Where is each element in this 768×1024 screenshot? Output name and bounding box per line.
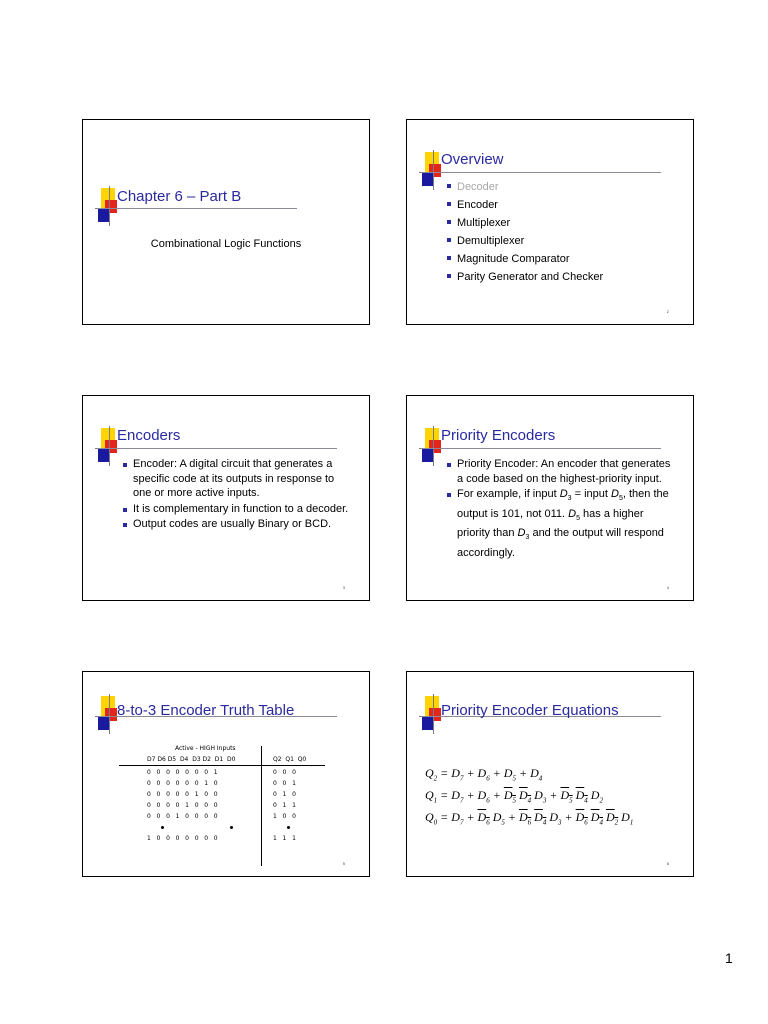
list-item: For example, if input $D_3$ = input $D_5$, then the output is 101, not 011. $D_5$ has a higher priority than $D_3$ and the output will respond accordingly. <box>447 487 679 561</box>
slide-title: Overview <box>441 151 504 168</box>
table-row: 0 0 0 0 0 1 0 0 <box>147 791 218 798</box>
slide-page-number: 2 <box>666 309 669 314</box>
table-header-inputs: D7 D6 D5 D4 D3 D2 D1 D0 <box>147 756 236 763</box>
ellipsis-dot <box>230 826 233 829</box>
slide-4 <box>406 395 694 601</box>
slide-title: Chapter 6 – Part B <box>117 188 242 205</box>
table-header-outputs: Q2 Q1 Q0 <box>273 756 307 763</box>
table-cell: 1 0 0 <box>273 813 296 820</box>
page-number: 1 <box>725 950 733 966</box>
table-cell: 0 1 1 <box>273 802 296 809</box>
ellipsis-dot <box>161 826 164 829</box>
equation-q1: $Q_1 = D_7 + D_6 + D_5$ $D_4$ $D_3 + D_5$ $D_4$ $D_2$ <box>425 788 603 805</box>
bullet-icon <box>447 493 451 497</box>
slide-1 <box>82 119 370 325</box>
bullet-icon <box>447 238 451 242</box>
table-cell: 0 1 0 <box>273 791 296 798</box>
list-item: Priority Encoder: An encoder that generates a code based on the highest-priority input. <box>447 457 679 486</box>
list-item: Magnitude Comparator <box>447 250 603 268</box>
title-rule <box>97 208 297 209</box>
slide-page-number: 3 <box>342 585 345 590</box>
list-item: Parity Generator and Checker <box>447 268 603 286</box>
equation-q0: $Q_0 = D_7 + D_6$ $D_5 + D_6$ $D_4$ $D_3 + D_6$ $D_4$ $D_2$ $D_1$ <box>425 810 634 827</box>
slide-page-number: 4 <box>666 585 669 590</box>
table-cell: 1 1 1 <box>273 835 296 842</box>
list-item: Decoder <box>447 178 603 196</box>
title-rule <box>421 172 661 173</box>
bullet-icon <box>123 463 127 467</box>
bullet-icon <box>447 184 451 188</box>
bullet-icon <box>123 508 127 512</box>
bullet-icon <box>447 220 451 224</box>
bullet-icon <box>447 202 451 206</box>
list-item: Output codes are usually Binary or BCD. <box>123 517 355 532</box>
equation-q2: $Q_2 = D_7 + D_6 + D_5 + D_4$ <box>425 766 543 783</box>
slide-title: Priority Encoders <box>441 427 556 444</box>
slide-page-number: 6 <box>666 861 669 866</box>
slide-5 <box>82 671 370 877</box>
bullet-icon <box>447 256 451 260</box>
bullet-icon <box>123 523 127 527</box>
list-item: Encoder: A digital circuit that generates a specific code at its outputs in response to one or more active inputs. <box>123 457 355 501</box>
table-divider <box>261 746 262 866</box>
table-caption: Active - HIGH Inputs <box>175 745 236 752</box>
slide-title: 8-to-3 Encoder Truth Table <box>117 702 295 719</box>
overview-list <box>447 178 603 286</box>
title-rule <box>97 448 337 449</box>
table-row: 1 0 0 0 0 0 0 0 <box>147 835 218 842</box>
list-item: Multiplexer <box>447 214 603 232</box>
slide-subtitle: Combinational Logic Functions <box>150 238 302 250</box>
bullet-icon <box>447 274 451 278</box>
list-item: Demultiplexer <box>447 232 603 250</box>
slide-title: Priority Encoder Equations <box>441 702 619 719</box>
slide-page-number: 5 <box>342 861 345 866</box>
table-row: 0 0 0 1 0 0 0 0 <box>147 813 218 820</box>
list-item: It is complementary in function to a decoder. <box>123 502 355 517</box>
bullet-list <box>123 457 355 533</box>
title-rule <box>421 448 661 449</box>
ellipsis-dot <box>287 826 290 829</box>
slide-6 <box>406 671 694 877</box>
table-row: 0 0 0 0 1 0 0 0 <box>147 802 218 809</box>
bullet-list <box>447 457 679 562</box>
table-row: 0 0 0 0 0 0 1 0 <box>147 780 218 787</box>
table-row: 0 0 0 0 0 0 0 1 <box>147 769 218 776</box>
list-item: Encoder <box>447 196 603 214</box>
bullet-icon <box>447 463 451 467</box>
slide-3 <box>82 395 370 601</box>
slide-title: Encoders <box>117 427 181 444</box>
slide-2 <box>406 119 694 325</box>
table-cell: 0 0 0 <box>273 769 296 776</box>
table-cell: 0 0 1 <box>273 780 296 787</box>
table-rule <box>119 765 325 766</box>
